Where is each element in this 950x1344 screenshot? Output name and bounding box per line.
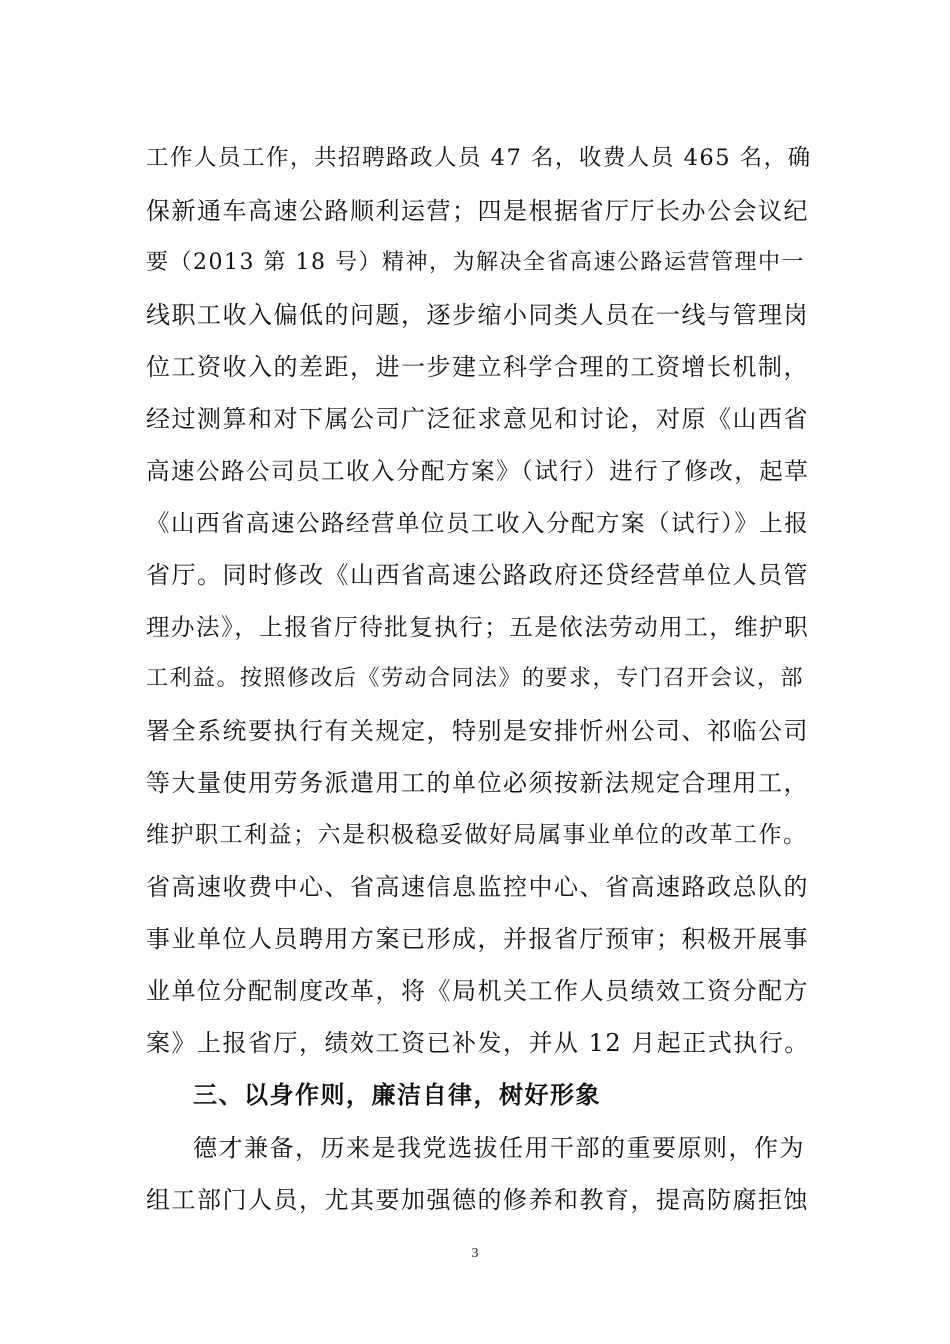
body-text-line: 省高速收费中心、省高速信息监控中心、省高速路政总队的 — [146, 873, 809, 901]
body-text-line: 经过测算和对下属公司广泛征求意见和讨论，对原《山西省 — [146, 405, 809, 433]
section-heading: 三、以身作则，廉洁自律，树好形象 — [193, 1081, 601, 1109]
body-text-line: 《山西省高速公路经营单位员工收入分配方案（试行）》上报 — [146, 509, 810, 537]
body-text-line: 保新通车高速公路顺利运营；四是根据省厅厅长办公会议纪 — [146, 197, 809, 225]
body-text-line: 理办法》，上报省厅待批复执行；五是依法劳动用工，维护职 — [146, 613, 810, 641]
body-text-line: 工作人员工作，共招聘路政人员 47 名，收费人员 465 名，确 — [146, 145, 812, 171]
body-text-line: 案》上报省厅，绩效工资已补发，并从 12 月起正式执行。 — [146, 1029, 810, 1057]
body-text-line: 省厅。同时修改《山西省高速公路政府还贷经营单位人员管 — [146, 561, 809, 589]
body-text-line: 组工部门人员，尤其要加强德的修养和教育，提高防腐拒蚀 — [146, 1186, 809, 1214]
body-text-line: 要（2013 第 18 号）精神，为解决全省高速公路运营管理中一 — [146, 250, 805, 275]
body-text-line: 高速公路公司员工收入分配方案》（试行）进行了修改，起草 — [146, 457, 810, 485]
body-text-line: 业单位分配制度改革，将《局机关工作人员绩效工资分配方 — [146, 977, 809, 1005]
body-text-line: 署全系统要执行有关规定，特别是安排忻州公司、祁临公司 — [146, 717, 809, 745]
body-text-line: 位工资收入的差距，进一步建立科学合理的工资增长机制， — [146, 353, 809, 381]
body-text-line: 等大量使用劳务派遣用工的单位必须按新法规定合理用工， — [146, 769, 809, 797]
body-text-line: 德才兼备，历来是我党选拔任用干部的重要原则，作为 — [193, 1134, 805, 1162]
body-text-line: 线职工收入偏低的问题，逐步缩小同类人员在一线与管理岗 — [146, 301, 809, 329]
body-text-line: 工利益。按照修改后《劳动合同法》的要求，专门召开会议，部 — [146, 666, 805, 691]
body-text-line: 维护职工利益；六是积极稳妥做好局属事业单位的改革工作。 — [146, 822, 808, 848]
page-number: 3 — [471, 1246, 479, 1261]
body-text-line: 事业单位人员聘用方案已形成，并报省厅预审；积极开展事 — [146, 925, 809, 953]
